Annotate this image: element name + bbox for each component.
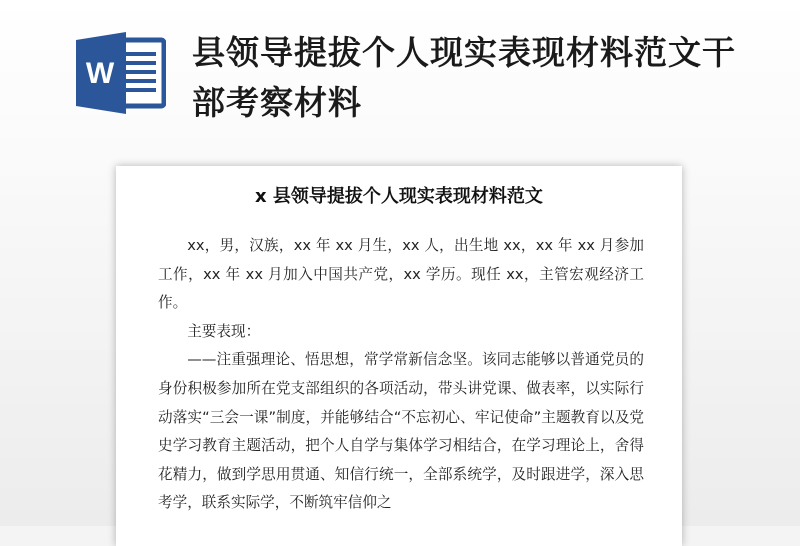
paragraph-personal-info: xx，男，汉族，xx 年 xx 月生，xx 人，出生地 xx，xx 年 xx 月参加工作，xx 年 xx 月加入中国共产党，xx 学历。现任 xx，主管宏观经济工作。 — [158, 237, 644, 312]
paragraph-theory-study: ——注重强理论、悟思想，常学常新信念坚。该同志能够以普通党员的身份积极参加所在党支部组织的各项活动，带头讲党课、做表率，以实际行动落实“三会一课”制度，并能够结合“不忘初心、牢记使命”主题教育以及党史学习教育主题活动，把个人自学与集体学习相结合，在学习理论上，舍得花精力，做到学思用贯通、知信行统一，全部系统学，及时跟进学，深入思考学，联系实际学，不断筑牢信仰之 — [158, 351, 644, 512]
header-banner — [0, 0, 800, 150]
document-body — [158, 232, 644, 518]
page-title: 县领导提拔个人现实表现材料范文干部考察材料 — [192, 33, 736, 122]
paragraph-main-performance-label: 主要表现： — [187, 322, 261, 340]
word-icon-letter: W — [85, 57, 115, 90]
document-heading: x 县领导提拔个人现实表现材料范文 — [255, 186, 543, 207]
document-preview-page — [116, 166, 682, 546]
word-document-icon — [74, 30, 166, 116]
